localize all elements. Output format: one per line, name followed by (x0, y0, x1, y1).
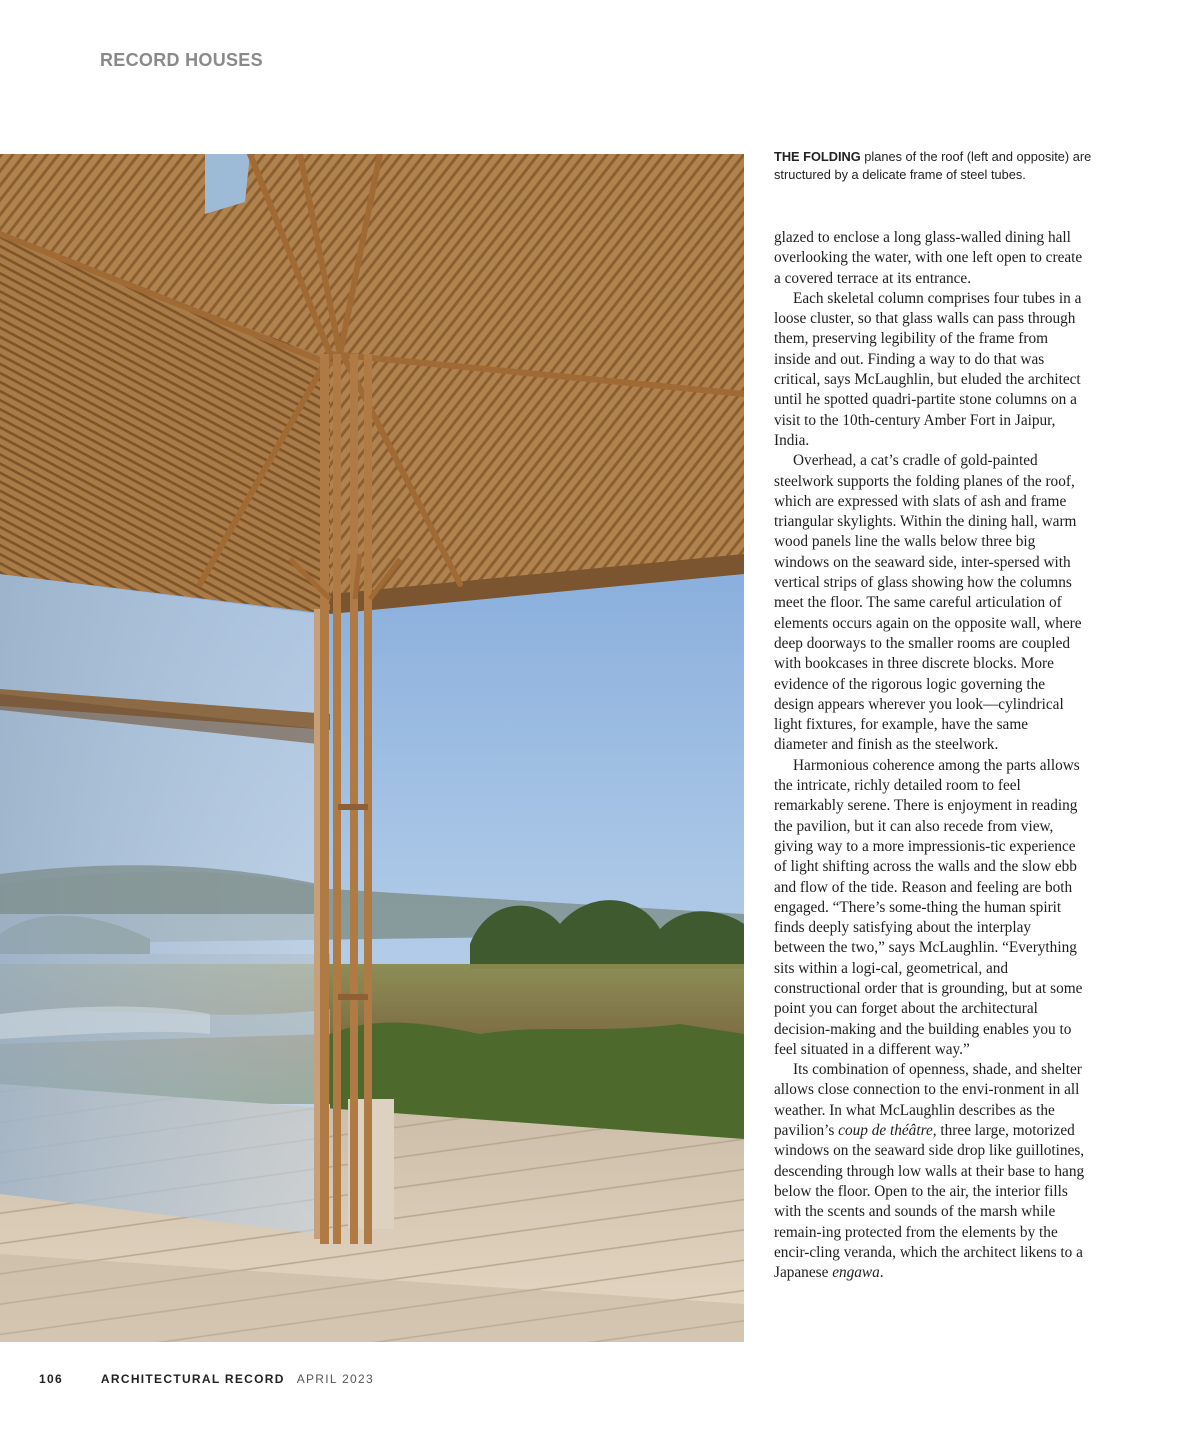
photo-pavilion-marsh (0, 154, 744, 1342)
caption-lead: THE FOLDING (774, 149, 861, 164)
text-run: Its combination of openness, shade, and shelter allows close connection to the envi-ronment in all weather. In what McLaughlin describes as the pavilion’s (774, 1061, 1082, 1140)
magazine-name: ARCHITECTURAL RECORD (100, 1372, 285, 1386)
text-run: . (879, 1264, 884, 1282)
photo-illustration (0, 154, 744, 1342)
article-paragraph: Each skeletal column comprises four tubes in a loose cluster, so that glass walls can pass through them, preserving legibility of the frame from inside and out. Finding a way to do that was critical, says McLaughlin, but eluded the architect until he spotted quadri-partite stone columns on a visit to the 10th-century Amber Fort in Jaipur, India. (774, 289, 1082, 449)
article-paragraph: glazed to enclose a long glass-walled dining hall overlooking the water, with one left open to create a covered terrace at its entrance. (774, 229, 1083, 287)
text-run: , three large, motorized windows on the seaward side drop like guillotines, descending through low walls at their base to hang below the floor. Open to the air, the interior fills with the scents and sounds of the marsh while remain-ing protected from the elements by the encir-cling veranda, which the architect likens to a Japanese (774, 1122, 1085, 1282)
article-paragraph: Overhead, a cat’s cradle of gold-painted steelwork supports the folding planes of the roof, which are expressed with slats of ash and frame triangular skylights. Within the dining hall, warm wood panels line the walls below three big windows on the seaward side, inter-spersed with vertical strips of glass showing how the columns meet the floor. The same careful articulation of elements occurs again on the opposite wall, where deep doorways to the smaller rooms are coupled with bookcases in three discrete blocks. More evidence of the rigorous logic governing the design appears wherever you look—cylindrical light fixtures, for example, have the same diameter and finish as the steelwork. (774, 452, 1082, 754)
article-paragraph: Harmonious coherence among the parts allows the intricate, richly detailed room to feel remarkably serene. There is enjoyment in reading the pavilion, but it can also recede from view, giving way to a more impressionis-tic experience of light shifting across the walls and the slow ebb and flow of the tide. Reason and feeling are both engaged. “There’s some-thing the human spirit finds deeply satisfying about the interplay between the two,” says McLaughlin. “Everything sits within a logi-cal, geometrical, and constructional order that is grounding, but at some point you can forget about the architectural decision-making and the building enables you to feel situated in a different way.” (774, 756, 1083, 1058)
italic-phrase: engawa (832, 1264, 880, 1282)
issue-date: APRIL 2023 (296, 1372, 374, 1386)
article-paragraph (774, 1060, 1085, 1283)
italic-phrase: coup de théâtre (838, 1122, 933, 1140)
article-body (774, 228, 1085, 1283)
caption-text: planes of the roof (left and opposite) are structured by a delicate frame of steel tubes. (774, 149, 1092, 182)
photo-caption (774, 148, 1094, 184)
section-label: RECORD HOUSES (100, 50, 263, 70)
page-number: 106 (39, 1372, 63, 1386)
page-footer (39, 1372, 374, 1386)
